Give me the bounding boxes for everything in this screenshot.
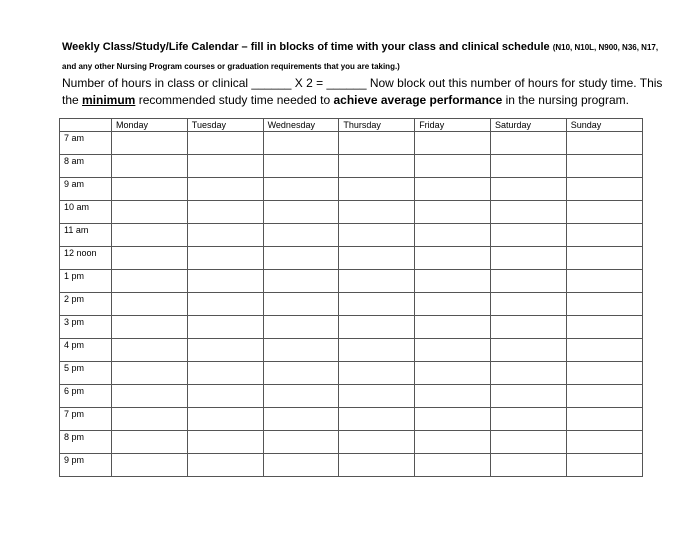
schedule-cell[interactable] xyxy=(415,316,491,339)
time-row xyxy=(60,385,643,408)
time-row xyxy=(60,224,643,247)
schedule-cell[interactable] xyxy=(490,270,566,293)
schedule-cell[interactable] xyxy=(490,132,566,155)
schedule-cell[interactable] xyxy=(339,132,415,155)
schedule-cell[interactable] xyxy=(112,385,188,408)
schedule-cell[interactable] xyxy=(415,132,491,155)
schedule-cell[interactable] xyxy=(187,132,263,155)
schedule-cell[interactable] xyxy=(263,431,339,454)
time-row xyxy=(60,339,643,362)
schedule-cell[interactable] xyxy=(112,454,188,477)
schedule-cell[interactable] xyxy=(415,155,491,178)
time-row xyxy=(60,408,643,431)
schedule-cell[interactable] xyxy=(187,408,263,431)
schedule-cell[interactable] xyxy=(339,431,415,454)
time-label: 9 pm xyxy=(60,454,112,477)
time-row xyxy=(60,316,643,339)
schedule-cell[interactable] xyxy=(112,247,188,270)
time-header-cell xyxy=(60,119,112,132)
schedule-cell[interactable] xyxy=(187,385,263,408)
schedule-cell[interactable] xyxy=(187,316,263,339)
schedule-cell[interactable] xyxy=(187,224,263,247)
schedule-cell[interactable] xyxy=(112,270,188,293)
schedule-cell[interactable] xyxy=(415,454,491,477)
schedule-cell[interactable] xyxy=(490,224,566,247)
schedule-cell[interactable] xyxy=(339,293,415,316)
schedule-cell[interactable] xyxy=(187,178,263,201)
instructions-emphasis-minimum: minimum xyxy=(82,93,136,107)
schedule-cell[interactable] xyxy=(112,224,188,247)
schedule-cell[interactable] xyxy=(566,201,642,224)
time-label: 3 pm xyxy=(60,316,112,339)
title-main: Weekly Class/Study/Life Calendar – fill in blocks of time with your class and clinical schedule xyxy=(62,41,550,53)
schedule-cell[interactable] xyxy=(112,362,188,385)
day-header: Tuesday xyxy=(187,119,263,132)
schedule-cell[interactable] xyxy=(187,339,263,362)
time-label: 8 am xyxy=(60,155,112,178)
schedule-cell[interactable] xyxy=(187,293,263,316)
day-header: Thursday xyxy=(339,119,415,132)
schedule-cell[interactable] xyxy=(415,293,491,316)
schedule-cell[interactable] xyxy=(187,155,263,178)
schedule-cell[interactable] xyxy=(187,270,263,293)
schedule-cell[interactable] xyxy=(339,385,415,408)
schedule-cell[interactable] xyxy=(187,247,263,270)
schedule-cell[interactable] xyxy=(339,270,415,293)
time-label: 8 pm xyxy=(60,431,112,454)
time-row xyxy=(60,155,643,178)
instructions-emphasis-performance: achieve average performance xyxy=(333,93,503,107)
schedule-cell[interactable] xyxy=(263,132,339,155)
schedule-cell[interactable] xyxy=(490,362,566,385)
schedule-cell[interactable] xyxy=(566,339,642,362)
schedule-cell[interactable] xyxy=(566,431,642,454)
schedule-cell[interactable] xyxy=(112,293,188,316)
schedule-cell[interactable] xyxy=(112,339,188,362)
time-label: 4 pm xyxy=(60,339,112,362)
schedule-cell[interactable] xyxy=(339,408,415,431)
schedule-cell[interactable] xyxy=(415,247,491,270)
schedule-cell[interactable] xyxy=(490,293,566,316)
calendar-header-row xyxy=(60,119,643,132)
schedule-cell[interactable] xyxy=(263,155,339,178)
time-label: 7 pm xyxy=(60,408,112,431)
time-label: 2 pm xyxy=(60,293,112,316)
time-label: 12 noon xyxy=(60,247,112,270)
schedule-cell[interactable] xyxy=(490,431,566,454)
schedule-cell[interactable] xyxy=(490,316,566,339)
schedule-cell[interactable] xyxy=(490,339,566,362)
title-course-list: (N10, N10L, N900, N36, N17, and any other Nursing Program courses or graduation requirements that you are taking.) xyxy=(62,43,659,71)
schedule-cell[interactable] xyxy=(490,247,566,270)
schedule-cell[interactable] xyxy=(339,316,415,339)
schedule-cell[interactable] xyxy=(415,408,491,431)
instructions-part1: Number of hours in class or clinical ______ X 2 = ______ Now block out this number of hours for study time. This the xyxy=(62,76,663,107)
schedule-cell[interactable] xyxy=(187,454,263,477)
time-label: 10 am xyxy=(60,201,112,224)
time-label: 5 pm xyxy=(60,362,112,385)
day-header: Saturday xyxy=(490,119,566,132)
schedule-cell[interactable] xyxy=(566,224,642,247)
schedule-cell[interactable] xyxy=(415,362,491,385)
time-label: 6 pm xyxy=(60,385,112,408)
schedule-cell[interactable] xyxy=(112,201,188,224)
schedule-cell[interactable] xyxy=(339,362,415,385)
time-row xyxy=(60,178,643,201)
schedule-cell[interactable] xyxy=(112,431,188,454)
schedule-cell[interactable] xyxy=(263,454,339,477)
schedule-cell[interactable] xyxy=(415,339,491,362)
schedule-cell[interactable] xyxy=(339,247,415,270)
schedule-cell[interactable] xyxy=(566,385,642,408)
time-row xyxy=(60,270,643,293)
schedule-cell[interactable] xyxy=(415,201,491,224)
schedule-cell[interactable] xyxy=(566,293,642,316)
schedule-cell[interactable] xyxy=(339,178,415,201)
time-row xyxy=(60,431,643,454)
instructions-paragraph xyxy=(62,75,682,109)
schedule-cell[interactable] xyxy=(263,270,339,293)
schedule-cell[interactable] xyxy=(339,155,415,178)
schedule-cell[interactable] xyxy=(490,408,566,431)
schedule-cell[interactable] xyxy=(263,178,339,201)
schedule-cell[interactable] xyxy=(112,155,188,178)
schedule-cell[interactable] xyxy=(566,270,642,293)
schedule-cell[interactable] xyxy=(415,270,491,293)
schedule-cell[interactable] xyxy=(187,431,263,454)
schedule-cell[interactable] xyxy=(112,132,188,155)
day-header: Friday xyxy=(415,119,491,132)
schedule-cell[interactable] xyxy=(263,316,339,339)
calendar-body xyxy=(60,132,643,477)
time-row xyxy=(60,201,643,224)
schedule-cell[interactable] xyxy=(187,201,263,224)
schedule-cell[interactable] xyxy=(566,155,642,178)
day-header: Monday xyxy=(112,119,188,132)
schedule-cell[interactable] xyxy=(490,454,566,477)
instructions-part3: in the nursing program. xyxy=(502,93,629,107)
schedule-cell[interactable] xyxy=(263,408,339,431)
day-header: Wednesday xyxy=(263,119,339,132)
schedule-cell[interactable] xyxy=(112,408,188,431)
schedule-cell[interactable] xyxy=(263,362,339,385)
schedule-cell[interactable] xyxy=(566,454,642,477)
weekly-calendar-table xyxy=(59,118,643,477)
schedule-cell[interactable] xyxy=(263,339,339,362)
schedule-cell[interactable] xyxy=(263,224,339,247)
day-header: Sunday xyxy=(566,119,642,132)
schedule-cell[interactable] xyxy=(112,178,188,201)
schedule-cell[interactable] xyxy=(415,385,491,408)
schedule-cell[interactable] xyxy=(415,178,491,201)
schedule-cell[interactable] xyxy=(490,385,566,408)
schedule-cell[interactable] xyxy=(490,201,566,224)
schedule-cell[interactable] xyxy=(339,339,415,362)
time-row xyxy=(60,454,643,477)
schedule-cell[interactable] xyxy=(566,178,642,201)
instructions-part2: recommended study time needed to xyxy=(135,93,334,107)
schedule-cell[interactable] xyxy=(566,132,642,155)
time-row xyxy=(60,293,643,316)
time-row xyxy=(60,132,643,155)
page-title xyxy=(62,38,672,76)
time-label: 9 am xyxy=(60,178,112,201)
schedule-cell[interactable] xyxy=(339,454,415,477)
schedule-cell[interactable] xyxy=(566,316,642,339)
time-label: 7 am xyxy=(60,132,112,155)
schedule-cell[interactable] xyxy=(566,362,642,385)
schedule-cell[interactable] xyxy=(339,224,415,247)
schedule-cell[interactable] xyxy=(263,293,339,316)
schedule-cell[interactable] xyxy=(112,316,188,339)
schedule-cell[interactable] xyxy=(263,247,339,270)
schedule-cell[interactable] xyxy=(490,178,566,201)
schedule-cell[interactable] xyxy=(187,362,263,385)
time-row xyxy=(60,247,643,270)
schedule-cell[interactable] xyxy=(566,408,642,431)
schedule-cell[interactable] xyxy=(339,201,415,224)
schedule-cell[interactable] xyxy=(490,155,566,178)
time-row xyxy=(60,362,643,385)
schedule-cell[interactable] xyxy=(415,224,491,247)
schedule-cell[interactable] xyxy=(263,385,339,408)
schedule-cell[interactable] xyxy=(263,201,339,224)
time-label: 11 am xyxy=(60,224,112,247)
schedule-cell[interactable] xyxy=(566,247,642,270)
schedule-cell[interactable] xyxy=(415,431,491,454)
time-label: 1 pm xyxy=(60,270,112,293)
